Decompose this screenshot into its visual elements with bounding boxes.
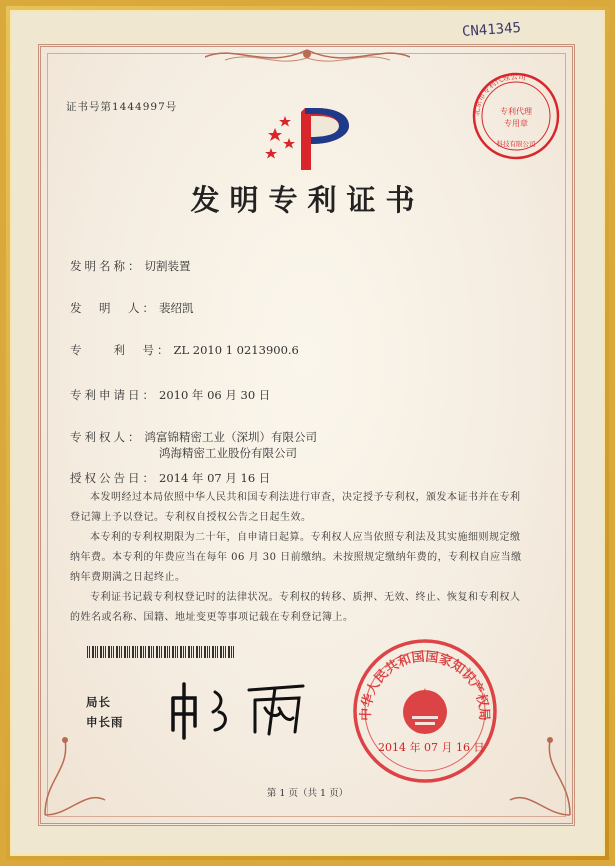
handwritten-note: CN41345 (461, 19, 522, 41)
field-grant-date (70, 470, 270, 486)
agency-seal-center2: 专用章 (504, 119, 528, 128)
field-value: 2010 年 06 月 30 日 (159, 388, 271, 402)
certificate-number: 证书号第1444997号 (66, 101, 178, 113)
agency-seal (470, 70, 562, 162)
field-value: 鸿海精密工业股份有限公司 (159, 446, 297, 460)
field-value: 2014 年 07 月 16 日 (159, 471, 271, 485)
agency-seal-ring: 北京市专利代理公司 (471, 71, 527, 117)
director-title: 局长 (86, 695, 111, 709)
field-value: 裴绍凯 (159, 301, 194, 315)
page-title: 发明专利证书 (190, 183, 425, 217)
field-label: 发 明 人： (70, 301, 157, 315)
seal-date: 2014 年 07 月 16 日 (378, 741, 485, 754)
agency-seal-bottom: 科技有限公司 (496, 140, 536, 148)
field-patentee (70, 429, 317, 445)
field-label: 专利权人： (70, 430, 143, 444)
patent-office-logo-icon (265, 104, 357, 172)
barcode (87, 646, 235, 658)
director-name: 申长雨 (86, 715, 124, 729)
field-value: 鸿富锦精密工业（深圳）有限公司 (144, 430, 317, 444)
body-paragraph: 本专利的专利权期限为二十年，自申请日起算。专利权人应当依照专利法及其实施细则规定缴纳年费。本专利的年费应当在每年 06 月 30 日前缴纳。未按照规定缴纳年费的，专利权自应当缴纳年费期满之日起终止。 (70, 532, 522, 583)
field-patent-number (70, 342, 299, 358)
national-seal-text: 中华人民共和国国家知识产权局 (358, 649, 492, 722)
field-label: 授权公告日： (70, 471, 157, 485)
field-value: ZL 2010 1 0213900.6 (173, 343, 299, 357)
top-ornament-icon (205, 44, 410, 70)
field-inventor (70, 300, 194, 316)
body-paragraph: 本发明经过本局依照中华人民共和国专利法进行审查，决定授予专利权，颁发本证书并在专利登记簿上予以登记。专利权自授权公告之日起生效。 (70, 492, 521, 523)
page-footer: 第 1 页（共 1 页） (266, 788, 349, 799)
field-label: 专 利 号： (70, 343, 172, 357)
body-paragraph: 专利证书记载专利权登记时的法律状况。专利权的转移、质押、无效、终止、恢复和专利权人的姓名或名称、国籍、地址变更等事项记载在专利登记簿上。 (70, 592, 521, 623)
corner-ornament-icon (40, 720, 110, 820)
agency-seal-center1: 专利代理 (500, 107, 532, 116)
field-invention-name (70, 258, 191, 274)
director-signature (165, 678, 315, 740)
field-patentee-2 (159, 445, 297, 461)
corner-ornament-icon (505, 720, 575, 820)
field-label: 发明名称： (70, 259, 143, 273)
field-label: 专利申请日： (70, 388, 157, 402)
national-ipo-seal (350, 636, 500, 786)
field-value: 切割装置 (144, 259, 191, 273)
field-application-date (70, 387, 270, 403)
